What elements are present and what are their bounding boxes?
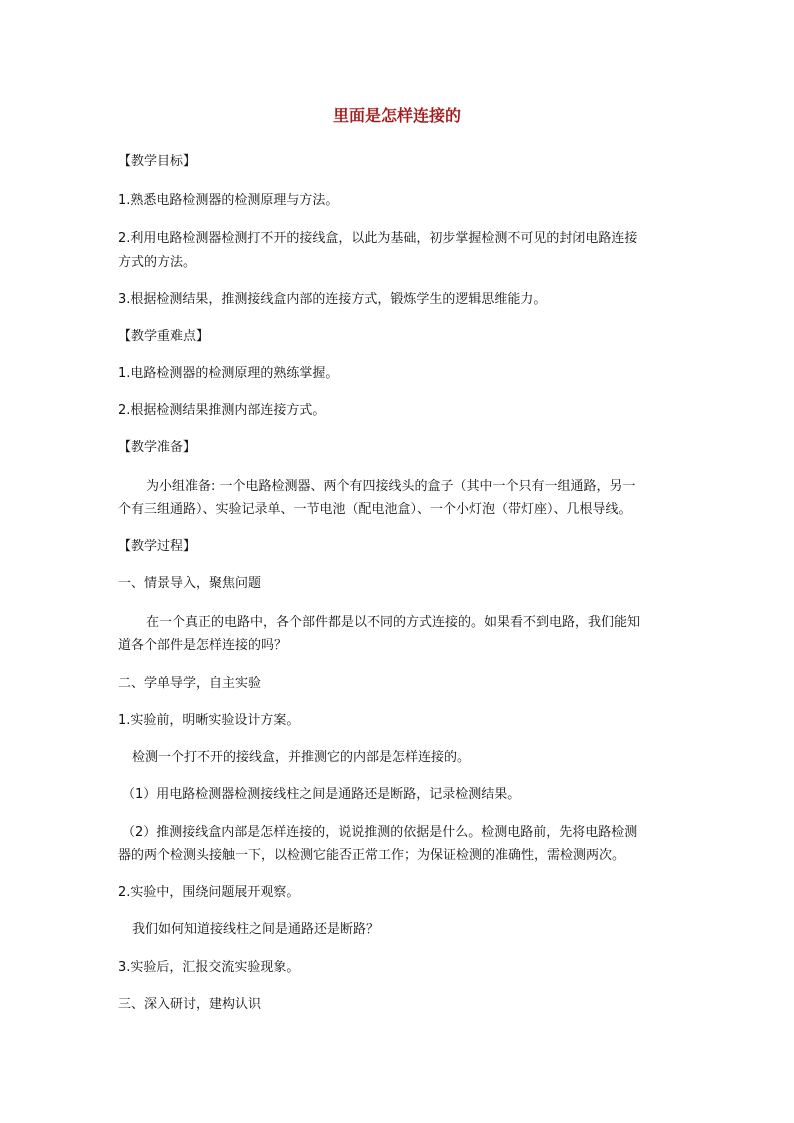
process-step-1-line-1: 在一个真正的电路中，各个部件都是以不同的方式连接的。如果看不到电路，我们能知	[146, 615, 641, 630]
process-step-2-sub-2-line-1: （2）推测接线盒内部是怎样连接的，说说推测的依据是什么。检测电路前，先将电路检测	[122, 825, 638, 840]
document-title: 里面是怎样连接的	[332, 106, 461, 125]
key-point-1: 1.电路检测器的检测原理的熟练掌握。	[118, 366, 339, 381]
process-step-2-item-1-detail: 检测一个打不开的接线盒，并推测它的内部是怎样连接的。	[132, 750, 471, 765]
process-step-3-heading: 三、深入研讨，建构认识	[118, 997, 262, 1012]
process-step-1-heading: 一、情景导入，聚焦问题	[118, 576, 262, 591]
process-step-2-sub-1: （1）用电路检测器检测接线柱之间是通路还是断路，记录检测结果。	[122, 787, 521, 802]
objective-3: 3.根据检测结果，推测接线盒内部的连接方式，锻炼学生的逻辑思维能力。	[118, 292, 547, 307]
process-step-2-heading: 二、学单导学，自主实验	[118, 676, 262, 691]
section-heading-key-points: 【教学重难点】	[118, 329, 210, 344]
objective-2-line-1: 2.利用电路检测器检测打不开的接线盒，以此为基础，初步掌握检测不可见的封闭电路连接	[118, 231, 638, 246]
key-point-2: 2.根据检测结果推测内部连接方式。	[118, 403, 326, 418]
process-step-2-item-2: 2.实验中，围绕问题展开观察。	[118, 885, 300, 900]
process-step-2-item-2-detail: 我们如何知道接线柱之间是通路还是断路？	[132, 922, 380, 937]
process-step-2-item-3: 3.实验后，汇报交流实验现象。	[118, 960, 300, 975]
objective-1: 1.熟悉电路检测器的检测原理与方法。	[118, 193, 339, 208]
preparation-line-1: 为小组准备: 一个电路检测器、两个有四接线头的盒子（其中一个只有一组通路，另一	[146, 479, 636, 494]
process-step-2-item-1: 1.实验前，明晰实验设计方案。	[118, 713, 300, 728]
section-heading-process: 【教学过程】	[118, 539, 197, 554]
preparation-line-2: 个有三组通路）、实验记录单、一节电池（配电池盒）、一个小灯泡（带灯座）、几根导线。	[118, 502, 632, 517]
process-step-2-sub-2-line-2: 器的两个检测头接触一下，以检测它能否正常工作；为保证检测的准确性，需检测两次。	[118, 848, 626, 863]
objective-2-line-2: 方式的方法。	[118, 255, 197, 270]
section-heading-preparation: 【教学准备】	[118, 440, 197, 455]
process-step-1-line-2: 道各个部件是怎样连接的吗？	[118, 638, 288, 653]
section-heading-objectives: 【教学目标】	[118, 154, 197, 169]
